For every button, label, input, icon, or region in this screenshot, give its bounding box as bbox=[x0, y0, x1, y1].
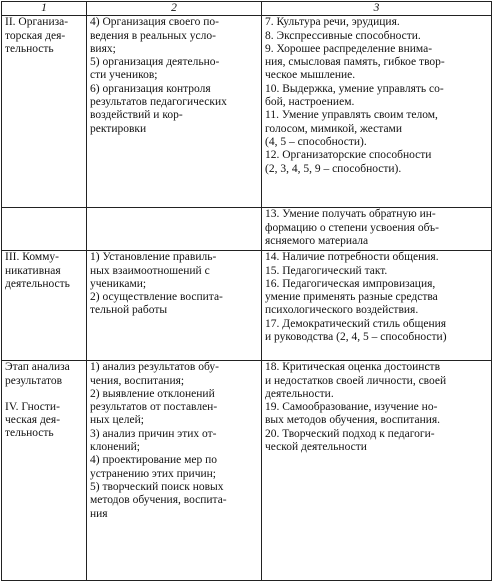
table-cell-col-1 bbox=[2, 208, 87, 251]
cell-text-line: тельной работы bbox=[90, 304, 168, 317]
table-body bbox=[2, 16, 492, 581]
cell-text-line: ния, смысловая память, гибкое твор- bbox=[265, 56, 445, 69]
cell-text-line: 16. Педагогическая импровизация, bbox=[265, 277, 436, 290]
cell-text-line: ных взаимоотношений с bbox=[90, 264, 210, 277]
cell-text-line: II. Организа- bbox=[5, 16, 69, 29]
cell-text-line: 4) Организация своего по- bbox=[90, 16, 219, 29]
cell-text-line: деятельность bbox=[5, 277, 70, 290]
table-cell-col-3 bbox=[262, 361, 492, 581]
cell-text-line: 7. Культура речи, эрудиция. bbox=[265, 16, 400, 29]
table-row bbox=[2, 361, 492, 581]
cell-text-line: деятельности. bbox=[265, 387, 334, 400]
cell-text-line: 13. Умение получать обратную ин- bbox=[265, 208, 436, 221]
cell-text-line: 11. Умение управлять своим телом, bbox=[265, 109, 438, 122]
cell-text-line: воздействий и кор- bbox=[90, 109, 183, 122]
cell-text-line: никативная bbox=[5, 264, 61, 277]
cell-text-line: умение применять разные средства bbox=[265, 291, 438, 304]
cell-text-line: ных целей; bbox=[90, 414, 144, 427]
table-row bbox=[2, 208, 492, 251]
cell-text-line: 5) организация деятельно- bbox=[90, 56, 220, 69]
table-cell-col-3 bbox=[262, 251, 492, 361]
cell-text-line: и руководства (2, 4, 5 – способности) bbox=[265, 331, 447, 344]
table-cell-col-2 bbox=[87, 251, 262, 361]
cell-text-line: 18. Критическая оценка достоинств bbox=[265, 361, 441, 374]
cell-text-line: ческая дея- bbox=[5, 414, 61, 427]
cell-text-line: результатов педагогических bbox=[90, 96, 227, 109]
table-row bbox=[2, 251, 492, 361]
cell-text-line: 14. Наличие потребности общения. bbox=[265, 251, 439, 264]
cell-text-line: 10. Выдержка, умение управлять со- bbox=[265, 82, 444, 95]
cell-text-line: 1) Установление правиль- bbox=[90, 251, 217, 264]
cell-text-line: 19. Самообразование, изучение но- bbox=[265, 401, 438, 414]
table-cell-col-2 bbox=[87, 208, 262, 251]
activity-table bbox=[1, 1, 492, 581]
cell-text-line: 4) проектирование мер по bbox=[90, 454, 218, 467]
cell-text-line: тельность bbox=[5, 427, 54, 440]
cell-text-line: 20. Творческий подход к педагоги- bbox=[265, 427, 435, 440]
header-col-2: 2 bbox=[87, 2, 262, 16]
cell-text-line: устранению этих причин; bbox=[90, 467, 216, 480]
cell-text-line: 12. Организаторские способности bbox=[265, 149, 432, 162]
cell-text-line: 2) осуществление воспита- bbox=[90, 291, 223, 304]
table-cell-col-1 bbox=[2, 16, 87, 208]
cell-text-line: ведения в реальных усло- bbox=[90, 29, 216, 42]
cell-text-line: психологического воздействия. bbox=[265, 304, 419, 317]
cell-text-line: формацию о степени усвоения объ- bbox=[265, 221, 439, 234]
header-col-3: 3 bbox=[262, 2, 492, 16]
cell-text-line: 9. Хорошее распределение внима- bbox=[265, 42, 433, 55]
cell-text-line: III. Комму- bbox=[5, 251, 60, 264]
table-cell-col-2 bbox=[87, 16, 262, 208]
cell-text-line: (2, 3, 4, 5, 9 – способности). bbox=[265, 162, 402, 175]
cell-text-line: 8. Экспрессивные способности. bbox=[265, 29, 421, 42]
header-col-1: 1 bbox=[2, 2, 87, 16]
cell-text-line: и недостатков своей личности, своей bbox=[265, 374, 447, 387]
cell-text-line: учениками; bbox=[90, 277, 147, 290]
cell-text-line: IV. Гности- bbox=[5, 400, 60, 413]
table-cell-col-2 bbox=[87, 361, 262, 581]
cell-text-line: ния bbox=[90, 507, 108, 520]
cell-text-line: чения, воспитания; bbox=[90, 374, 185, 387]
cell-text-line: результатов от поставлен- bbox=[90, 401, 218, 414]
header-row bbox=[2, 2, 492, 16]
cell-text-line: виях; bbox=[90, 42, 116, 55]
cell-text-line: 15. Педагогический такт. bbox=[265, 264, 388, 277]
table-row bbox=[2, 16, 492, 208]
cell-text-line: 5) творческий поиск новых bbox=[90, 480, 224, 493]
table-cell-col-1 bbox=[2, 251, 87, 361]
cell-text-line bbox=[5, 388, 83, 401]
cell-text-line: торская дея- bbox=[5, 29, 66, 42]
table-cell-col-1 bbox=[2, 361, 87, 581]
cell-text-line: методов обучения, воспита- bbox=[90, 494, 227, 507]
cell-text-line: бой, настроением. bbox=[265, 96, 355, 109]
cell-text-line: голосом, мимикой, жестами bbox=[265, 122, 402, 135]
cell-text-line: ректировки bbox=[90, 122, 147, 135]
cell-text-line: тельность bbox=[5, 42, 54, 55]
cell-text-line: ческое мышление. bbox=[265, 69, 356, 82]
table-cell-col-3 bbox=[262, 16, 492, 208]
cell-text-line: (4, 5 – способности). bbox=[265, 135, 367, 148]
cell-text-line: результатов bbox=[5, 374, 63, 387]
cell-text-line: вых методов обучения, воспитания. bbox=[265, 414, 441, 427]
cell-text-line: Этап анализа bbox=[5, 361, 70, 374]
cell-text-line: ческой деятельности bbox=[265, 441, 367, 454]
cell-text-line: 2) выявление отклонений bbox=[90, 387, 215, 400]
cell-text-line: 6) организация контроля bbox=[90, 82, 211, 95]
table-cell-col-3 bbox=[262, 208, 492, 251]
cell-text-line: клонений; bbox=[90, 441, 140, 454]
cell-text-line: 3) анализ причин этих от- bbox=[90, 427, 217, 440]
cell-text-line: 1) анализ результатов обу- bbox=[90, 361, 219, 374]
cell-text-line: сти учеников; bbox=[90, 69, 158, 82]
cell-text-line: 17. Демократический стиль общения bbox=[265, 317, 447, 330]
cell-text-line: ясняемого материала bbox=[265, 234, 369, 247]
